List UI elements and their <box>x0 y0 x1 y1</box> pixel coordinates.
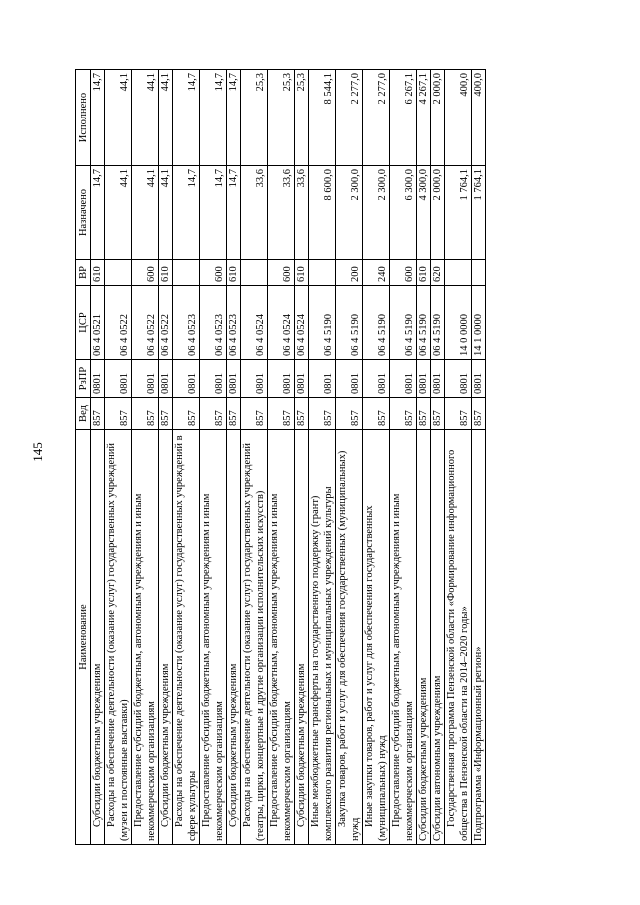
table-row <box>268 70 295 845</box>
row-vr <box>445 260 472 286</box>
row-csr: 06 4 5190 <box>431 286 445 360</box>
row-assigned: 44,1 <box>105 166 132 260</box>
row-csr: 06 4 5190 <box>309 286 336 360</box>
header-vr: ВР <box>76 260 91 286</box>
row-assigned: 33,6 <box>295 166 309 260</box>
header-assigned: Назначено <box>76 166 91 260</box>
row-name: Субсидии бюджетным учреждениям <box>91 430 105 845</box>
row-csr: 06 4 5190 <box>336 286 363 360</box>
row-ved: 857 <box>336 398 363 430</box>
row-assigned: 6 300,0 <box>390 166 417 260</box>
row-ved: 857 <box>390 398 417 430</box>
row-rzpr: 0801 <box>390 360 417 398</box>
row-assigned: 44,1 <box>159 166 173 260</box>
row-name: Закупка товаров, работ и услуг для обеспечения государственных (муниципальных) нужд <box>336 430 363 845</box>
table-header-row <box>76 70 91 845</box>
row-assigned: 44,1 <box>132 166 159 260</box>
table-row <box>173 70 200 845</box>
row-executed: 8 544,1 <box>309 70 336 166</box>
row-name: Предоставление субсидий бюджетным, автономным учреждениям и иным некоммерческим организациям <box>200 430 227 845</box>
table-row <box>159 70 173 845</box>
row-ved: 857 <box>91 398 105 430</box>
row-name: Расходы на обеспечение деятельности (оказание услуг) государственных учреждений (театры, цирки, концертные и другие организации исполнительских искусств) <box>241 430 268 845</box>
row-executed: 44,1 <box>132 70 159 166</box>
row-csr: 14 1 0000 <box>472 286 486 360</box>
row-rzpr: 0801 <box>241 360 268 398</box>
row-executed: 25,3 <box>268 70 295 166</box>
row-name: Субсидии бюджетным учреждениям <box>417 430 431 845</box>
row-name: Расходы на обеспечение деятельности (оказание услуг) государственных учреждений в сфере культуры <box>173 430 200 845</box>
row-executed: 400,0 <box>472 70 486 166</box>
table-row <box>417 70 431 845</box>
row-rzpr: 0801 <box>417 360 431 398</box>
row-rzpr: 0801 <box>200 360 227 398</box>
row-rzpr: 0801 <box>431 360 445 398</box>
row-executed: 14,7 <box>173 70 200 166</box>
rotated-table-container <box>75 70 565 845</box>
row-vr <box>241 260 268 286</box>
header-rzpr: РзПР <box>76 360 91 398</box>
row-assigned: 14,7 <box>173 166 200 260</box>
row-ved: 857 <box>105 398 132 430</box>
row-executed: 14,7 <box>227 70 241 166</box>
row-csr: 06 4 5190 <box>417 286 431 360</box>
row-assigned: 2 000,0 <box>431 166 445 260</box>
row-vr: 610 <box>227 260 241 286</box>
row-vr: 200 <box>336 260 363 286</box>
row-csr: 06 4 0524 <box>241 286 268 360</box>
row-executed: 44,1 <box>159 70 173 166</box>
row-ved: 857 <box>268 398 295 430</box>
header-name: Наименование <box>76 430 91 845</box>
row-csr: 06 4 0523 <box>200 286 227 360</box>
row-vr: 600 <box>200 260 227 286</box>
row-csr: 06 4 0523 <box>173 286 200 360</box>
row-executed: 2 277,0 <box>363 70 390 166</box>
row-executed: 14,7 <box>91 70 105 166</box>
row-executed: 2 277,0 <box>336 70 363 166</box>
row-name: Предоставление субсидий бюджетным, автономным учреждениям и иным некоммерческим организациям <box>132 430 159 845</box>
row-assigned: 8 600,0 <box>309 166 336 260</box>
row-vr: 610 <box>295 260 309 286</box>
row-ved: 857 <box>363 398 390 430</box>
table-row <box>431 70 445 845</box>
table-row <box>309 70 336 845</box>
header-executed: Исполнено <box>76 70 91 166</box>
row-executed: 14,7 <box>200 70 227 166</box>
header-ved: Вед <box>76 398 91 430</box>
row-executed: 44,1 <box>105 70 132 166</box>
table-row <box>227 70 241 845</box>
table-row <box>105 70 132 845</box>
table-row <box>445 70 472 845</box>
row-rzpr: 0801 <box>173 360 200 398</box>
row-vr <box>309 260 336 286</box>
row-vr: 240 <box>363 260 390 286</box>
row-rzpr: 0801 <box>336 360 363 398</box>
row-ved: 857 <box>309 398 336 430</box>
row-name: Субсидии бюджетным учреждениям <box>227 430 241 845</box>
row-executed: 400,0 <box>445 70 472 166</box>
row-rzpr: 0801 <box>472 360 486 398</box>
row-vr <box>105 260 132 286</box>
row-name: Подпрограмма «Информационный регион» <box>472 430 486 845</box>
row-name: Государственная программа Пензенской области «Формирование информационного общества в Пензенской области на 2014–2020 годы» <box>445 430 472 845</box>
row-name: Предоставление субсидий бюджетным, автономным учреждениям и иным некоммерческим организациям <box>268 430 295 845</box>
row-ved: 857 <box>241 398 268 430</box>
table-row <box>390 70 417 845</box>
row-vr: 620 <box>431 260 445 286</box>
row-executed: 25,3 <box>241 70 268 166</box>
row-executed: 2 000,0 <box>431 70 445 166</box>
row-csr: 06 4 5190 <box>363 286 390 360</box>
row-csr: 06 4 0523 <box>227 286 241 360</box>
row-ved: 857 <box>173 398 200 430</box>
row-assigned: 33,6 <box>268 166 295 260</box>
row-vr <box>472 260 486 286</box>
row-assigned: 14,7 <box>227 166 241 260</box>
row-name: Предоставление субсидий бюджетным, автономным учреждениям и иным некоммерческим организациям <box>390 430 417 845</box>
row-name: Иные закупки товаров, работ и услуг для обеспечения государственных (муниципальных) нужд <box>363 430 390 845</box>
row-rzpr: 0801 <box>363 360 390 398</box>
row-rzpr: 0801 <box>91 360 105 398</box>
row-rzpr: 0801 <box>159 360 173 398</box>
row-csr: 06 4 0524 <box>295 286 309 360</box>
row-vr: 610 <box>159 260 173 286</box>
row-rzpr: 0801 <box>309 360 336 398</box>
row-vr: 610 <box>91 260 105 286</box>
table-row <box>241 70 268 845</box>
row-rzpr: 0801 <box>295 360 309 398</box>
row-ved: 857 <box>132 398 159 430</box>
row-assigned: 4 300,0 <box>417 166 431 260</box>
row-assigned: 1 764,1 <box>445 166 472 260</box>
row-vr: 600 <box>132 260 159 286</box>
table-row <box>295 70 309 845</box>
row-csr: 06 4 5190 <box>390 286 417 360</box>
row-rzpr: 0801 <box>105 360 132 398</box>
row-vr: 610 <box>417 260 431 286</box>
row-ved: 857 <box>200 398 227 430</box>
table-row <box>132 70 159 845</box>
row-csr: 06 4 0522 <box>159 286 173 360</box>
row-ved: 857 <box>445 398 472 430</box>
table-row <box>336 70 363 845</box>
row-name: Субсидии бюджетным учреждениям <box>159 430 173 845</box>
row-csr: 06 4 0524 <box>268 286 295 360</box>
row-csr: 06 4 0521 <box>91 286 105 360</box>
row-rzpr: 0801 <box>445 360 472 398</box>
row-ved: 857 <box>472 398 486 430</box>
page-number: 145 <box>30 442 45 462</box>
row-executed: 25,3 <box>295 70 309 166</box>
row-assigned: 14,7 <box>200 166 227 260</box>
row-name: Расходы на обеспечение деятельности (оказание услуг) государственных учреждений (музеи и постоянные выставки) <box>105 430 132 845</box>
row-name: Иные межбюджетные трансферты на государственную поддержку (грант) комплексного развития региональных и муниципальных учреждений культуры <box>309 430 336 845</box>
row-ved: 857 <box>417 398 431 430</box>
row-ved: 857 <box>295 398 309 430</box>
row-assigned: 33,6 <box>241 166 268 260</box>
table-row <box>363 70 390 845</box>
row-executed: 6 267,1 <box>390 70 417 166</box>
row-csr: 06 4 0522 <box>132 286 159 360</box>
row-assigned: 2 300,0 <box>363 166 390 260</box>
table-row <box>91 70 105 845</box>
table-row <box>472 70 486 845</box>
row-ved: 857 <box>159 398 173 430</box>
row-ved: 857 <box>227 398 241 430</box>
header-csr: ЦСР <box>76 286 91 360</box>
row-vr: 600 <box>268 260 295 286</box>
row-assigned: 14,7 <box>91 166 105 260</box>
row-name: Субсидии автономным учреждениям <box>431 430 445 845</box>
row-executed: 4 267,1 <box>417 70 431 166</box>
row-csr: 14 0 0000 <box>445 286 472 360</box>
row-rzpr: 0801 <box>268 360 295 398</box>
budget-table <box>75 69 486 845</box>
row-rzpr: 0801 <box>227 360 241 398</box>
row-vr <box>173 260 200 286</box>
row-name: Субсидии бюджетным учреждениям <box>295 430 309 845</box>
row-assigned: 1 764,1 <box>472 166 486 260</box>
row-vr: 600 <box>390 260 417 286</box>
row-ved: 857 <box>431 398 445 430</box>
row-rzpr: 0801 <box>132 360 159 398</box>
row-assigned: 2 300,0 <box>336 166 363 260</box>
row-csr: 06 4 0522 <box>105 286 132 360</box>
table-row <box>200 70 227 845</box>
